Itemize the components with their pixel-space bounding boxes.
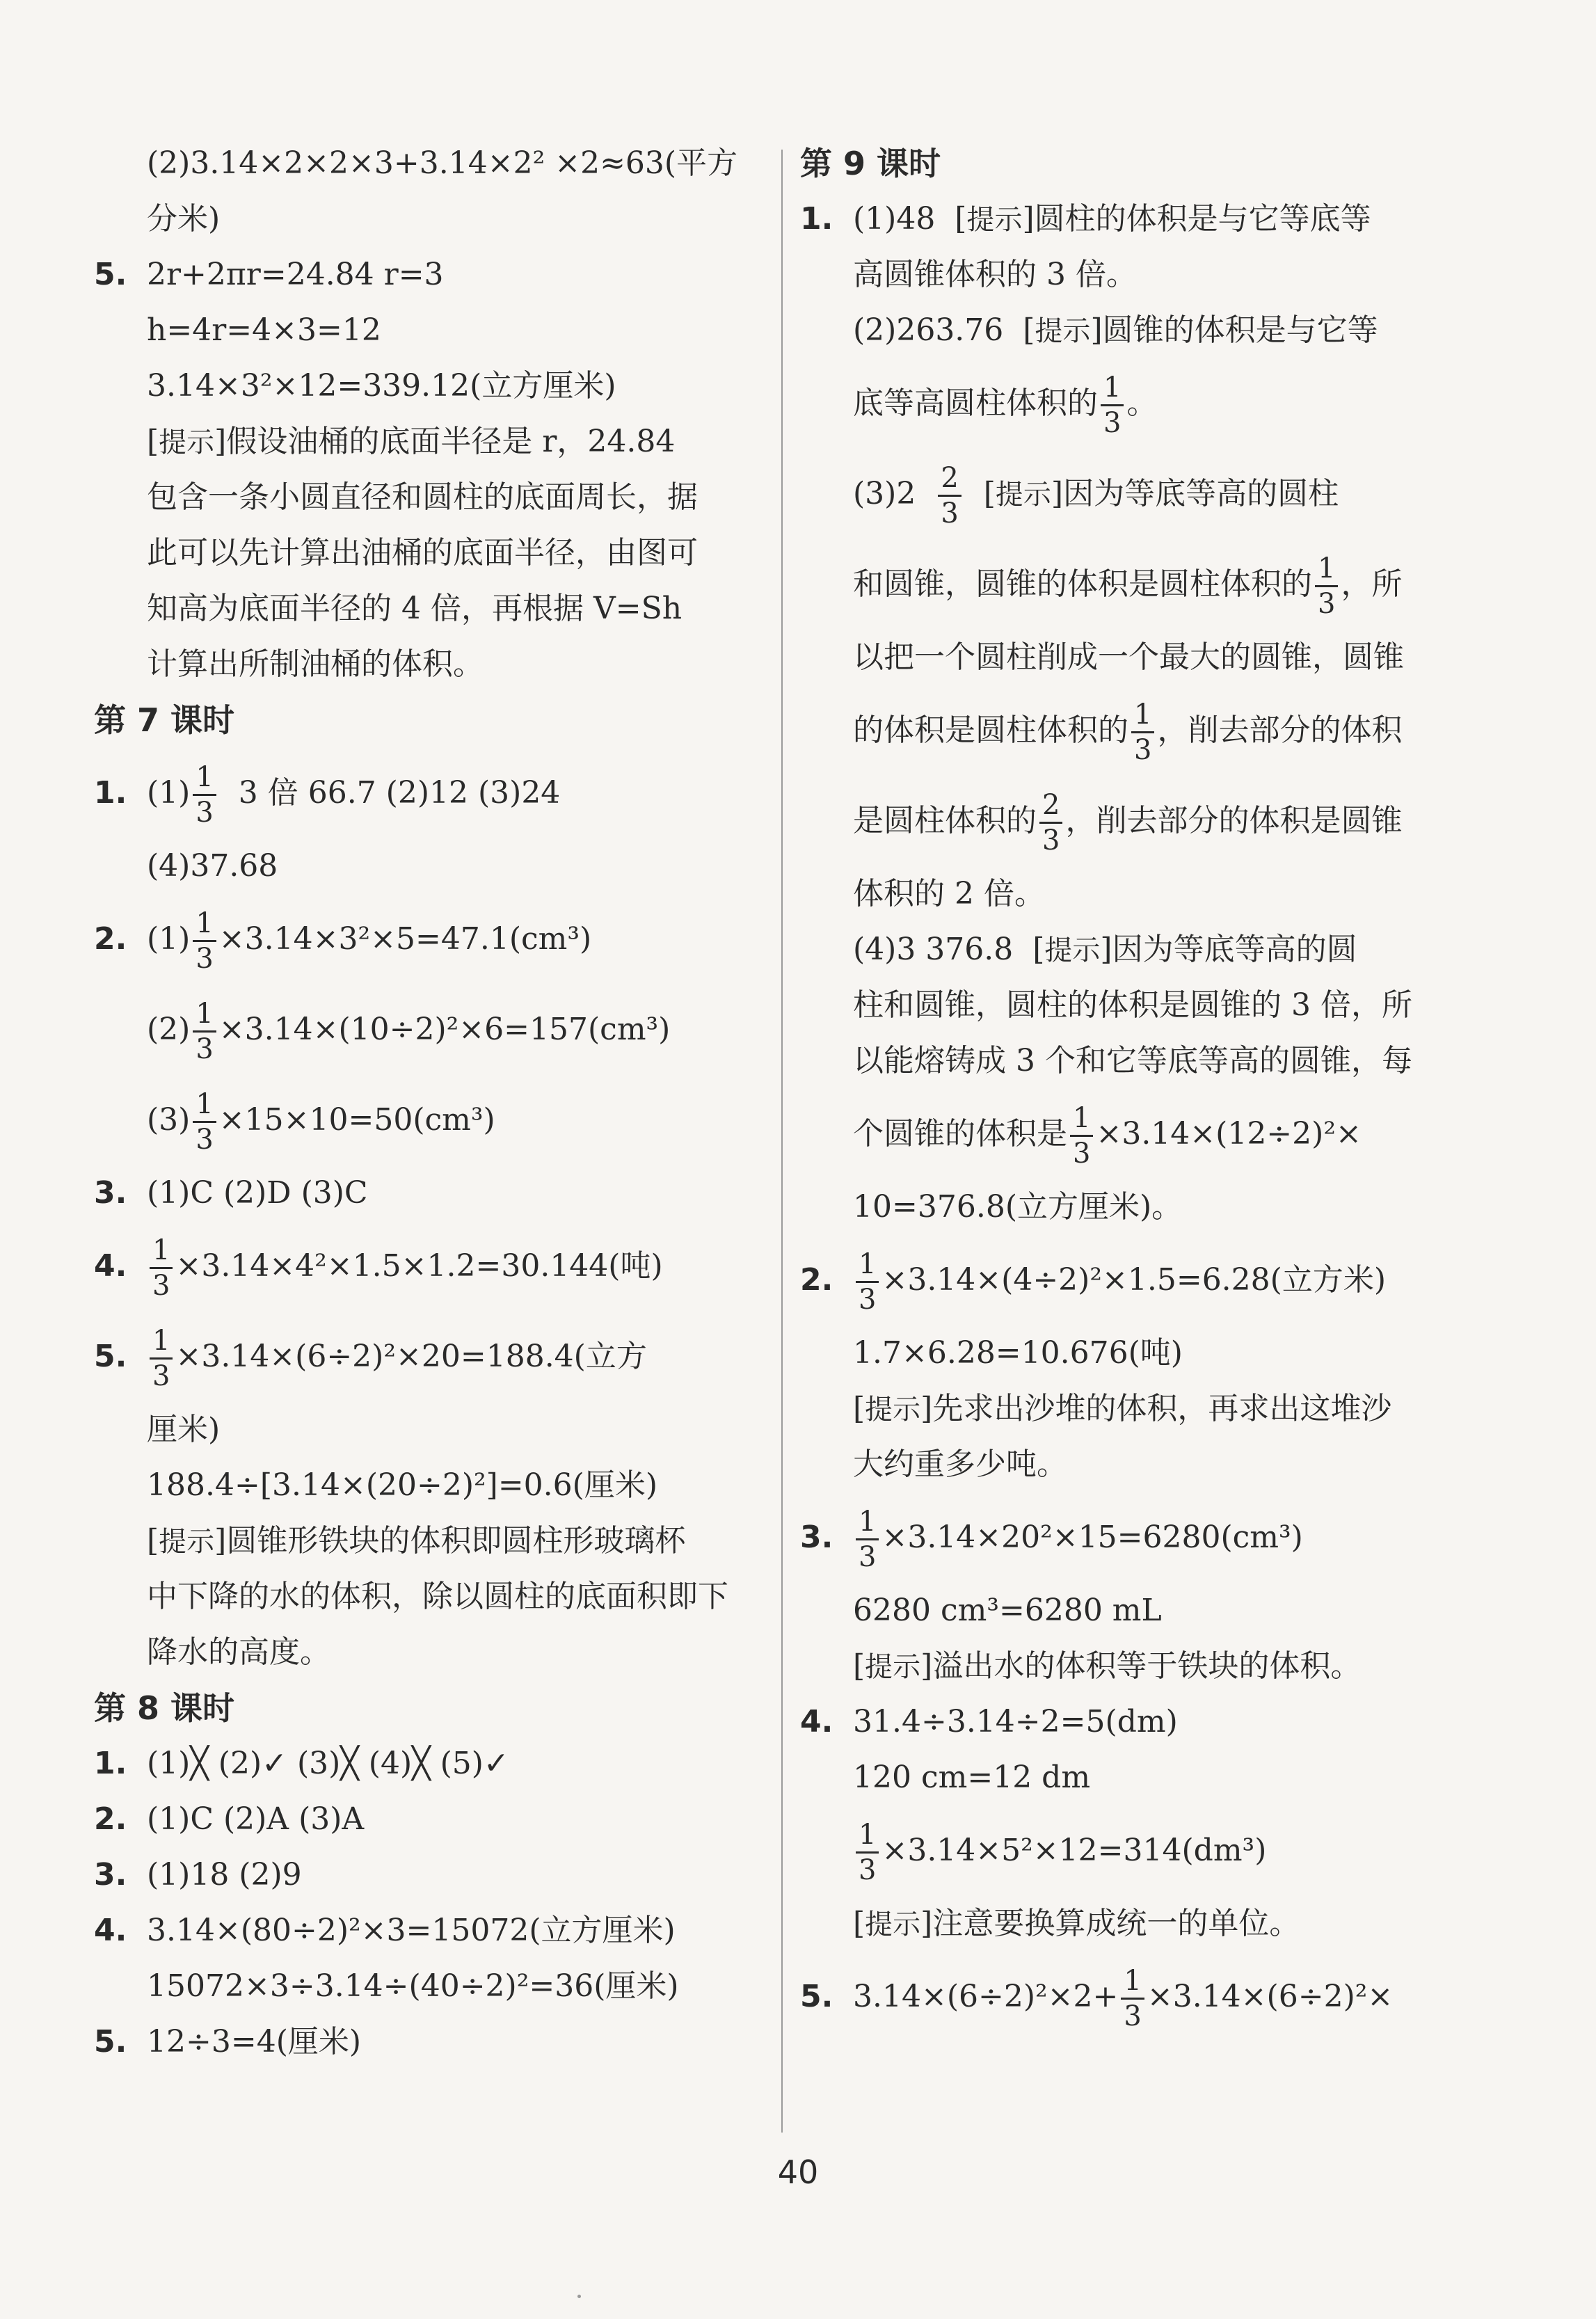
numerator: 1: [152, 1325, 170, 1357]
text-line: 分米): [147, 201, 221, 237]
left-column: [94, 136, 772, 2070]
numerator: 1: [859, 1819, 877, 1851]
text-part: 的体积是圆柱体积的: [853, 712, 1128, 748]
text-line: 15072×3÷3.14÷(40÷2)²=36(厘米): [147, 1968, 679, 2004]
tip-text: 圆柱的体积是与它等底等: [1034, 201, 1371, 237]
tip-label: 提示: [865, 1908, 921, 1941]
text-part: 31.4÷3.14÷2=5(dm): [853, 1704, 1178, 1739]
text-line: (2)3.14×2×2×3+3.14×2² ×2≈63(平方: [147, 145, 738, 181]
text-part: 3.14×(80÷2)²×3=15072(立方厘米): [147, 1913, 676, 1948]
tip-line: [提示]圆锥形铁块的体积即圆柱形玻璃杯: [147, 1523, 686, 1559]
question-number: 3.: [94, 1175, 127, 1211]
fraction: [193, 909, 216, 973]
fraction: [1121, 1967, 1144, 2030]
text-part: 底等高圆柱体积的: [853, 385, 1098, 421]
denominator: 3: [1070, 1135, 1093, 1168]
denominator: 3: [856, 1851, 879, 1884]
text-part: ×3.14×(6÷2)²×20=188.4(立方: [175, 1339, 647, 1374]
question-7-3: [94, 1165, 772, 1221]
tip-line: (4)3 376.8 [提示]因为等底等高的圆: [853, 932, 1357, 967]
text-part: (4)3 376.8: [853, 932, 1014, 967]
text-line: 120 cm=12 dm: [853, 1760, 1091, 1795]
text-part: (1)48: [853, 201, 936, 237]
tip-label: 提示: [865, 1651, 921, 1683]
denominator: 3: [1039, 822, 1062, 854]
formula-line: [800, 776, 1496, 866]
scan-speck: [577, 2295, 581, 2298]
question-number: 5.: [94, 257, 127, 292]
numerator: 1: [1124, 1965, 1142, 1997]
text-part: 和圆锥，圆锥的体积是圆柱体积的: [853, 566, 1312, 602]
page-number: 40: [777, 2153, 819, 2191]
text-part: (1): [147, 921, 191, 957]
tip-label: 提示: [159, 1526, 215, 1558]
numerator: 1: [152, 1234, 170, 1266]
fraction: [856, 1508, 879, 1571]
text-part: ，削去部分的体积是圆锥: [1065, 803, 1403, 838]
column-divider: [781, 150, 783, 2133]
denominator: 3: [856, 1281, 879, 1314]
denominator: 3: [938, 495, 961, 527]
text-line: 3.14×3²×12=339.12(立方厘米): [147, 368, 616, 404]
formula-line: [800, 685, 1496, 776]
tip-label: 提示: [995, 479, 1051, 511]
tip-label: 提示: [159, 427, 215, 459]
numerator: 1: [1073, 1102, 1091, 1134]
tip-label: 提示: [966, 204, 1023, 236]
fraction: [856, 1821, 879, 1884]
text-line: 包含一条小圆直径和圆柱的底面周长，据: [147, 479, 698, 515]
tip-line: [提示]溢出水的体积等于铁块的体积。: [853, 1648, 1362, 1684]
formula-line: [800, 539, 1496, 630]
tip-text: 因为等底等高的圆: [1112, 932, 1357, 967]
text-part: ，所: [1341, 566, 1403, 602]
right-column: [800, 136, 1496, 2042]
question-number: 3.: [800, 1520, 833, 1555]
text-part: ×3.14×(6÷2)²×: [1147, 1979, 1394, 2014]
text-line: 厘米): [147, 1412, 221, 1447]
text-line: 计算出所制油桶的体积。: [147, 646, 484, 682]
tip-line: (3)2 $\frac{2}{3}$ [提示]因为等底等高的圆柱: [853, 462, 1339, 529]
question-number: 1.: [94, 1746, 127, 1781]
numerator: 1: [1318, 552, 1336, 584]
text-line: 6280 cm³=6280 mL: [853, 1593, 1162, 1628]
fraction: [193, 1090, 216, 1154]
text-part: ×3.14×(10÷2)²×6=157(cm³): [218, 1012, 671, 1047]
numerator: 1: [859, 1506, 877, 1538]
section-heading-7: 第 7 课时: [94, 701, 235, 739]
text-line: 降水的高度。: [147, 1634, 330, 1670]
text-part: (2): [147, 1012, 191, 1047]
numerator: 1: [859, 1248, 877, 1280]
question-7-5: [94, 1312, 772, 1402]
question-number: 5.: [94, 1339, 127, 1374]
numerator: 1: [195, 1088, 214, 1120]
denominator: 3: [193, 1121, 216, 1154]
text-part: ×3.14×5²×12=314(dm³): [881, 1833, 1267, 1868]
text-part: ×3.14×(4÷2)²×1.5=6.28(立方米): [881, 1262, 1386, 1298]
text-line: 此可以先计算出油桶的底面半径，由图可: [147, 535, 698, 571]
text-part: 3.14×(6÷2)²×2+: [853, 1979, 1119, 2014]
text-part: (2)263.76: [853, 312, 1004, 348]
numerator: 1: [195, 998, 214, 1030]
formula-line: [94, 985, 772, 1075]
question-8-1: [94, 1736, 772, 1792]
section-heading-8: 第 8 课时: [94, 1689, 235, 1727]
question-8-2: [94, 1792, 772, 1847]
denominator: 3: [193, 1030, 216, 1063]
denominator: 3: [1101, 404, 1124, 437]
question-9-4: [800, 1694, 1496, 1750]
question-number: 1.: [94, 775, 127, 811]
question-5: [94, 247, 772, 303]
tip-label: 提示: [1035, 315, 1091, 347]
text-line: 10=376.8(立方厘米)。: [853, 1189, 1183, 1225]
text-part: (1): [147, 775, 191, 811]
text-line: 大约重多少吨。: [853, 1447, 1067, 1482]
text-part: (3)2: [853, 476, 916, 511]
tip-label: 提示: [1044, 934, 1101, 966]
question-number: 3.: [94, 1857, 127, 1892]
tip-text: 先求出沙堆的体积，再求出这堆沙: [932, 1391, 1392, 1426]
text-line: 柱和圆锥，圆柱的体积是圆锥的 3 倍，所: [853, 987, 1412, 1023]
question-number: 1.: [800, 201, 833, 237]
formula-line: [800, 1089, 1496, 1179]
text-line: 知高为底面半径的 4 倍，再根据 V=Sh: [147, 591, 683, 626]
fraction: [1131, 701, 1154, 764]
question-9-5: [800, 1952, 1496, 2042]
text-line: 1.7×6.28=10.676(吨): [853, 1335, 1183, 1371]
fraction: [150, 1327, 173, 1390]
denominator: 3: [193, 794, 216, 827]
denominator: 3: [1131, 731, 1154, 764]
fraction: [856, 1250, 879, 1314]
numerator: 1: [1103, 372, 1122, 404]
denominator: 3: [193, 940, 216, 973]
denominator: 3: [150, 1267, 173, 1300]
question-9-2: [800, 1235, 1496, 1325]
tip-text: 注意要换算成统一的单位。: [932, 1906, 1300, 1941]
question-7-2: [94, 894, 772, 985]
text-line: (4)37.68: [147, 848, 278, 884]
text-line: 高圆锥体积的 3 倍。: [853, 257, 1137, 292]
numerator: 1: [1134, 699, 1152, 731]
text-part: 3 倍 66.7 (2)12 (3)24: [238, 775, 561, 811]
question-number: 4.: [94, 1248, 127, 1284]
tip-line: [提示]先求出沙堆的体积，再求出这堆沙: [853, 1391, 1392, 1426]
question-number: 2.: [94, 1801, 127, 1837]
fraction: [1101, 374, 1124, 437]
tip-line: [提示]注意要换算成统一的单位。: [853, 1906, 1300, 1941]
text-part: (1)C (2)D (3)C: [147, 1175, 368, 1211]
text-part: (1)18 (2)9: [147, 1857, 302, 1892]
denominator: 3: [150, 1357, 173, 1390]
fraction: [1070, 1104, 1093, 1168]
tip-text: 圆锥的体积是与它等: [1102, 312, 1378, 348]
question-7-1: [94, 748, 772, 838]
text-part: 。: [1126, 385, 1158, 421]
question-9-3: [800, 1492, 1496, 1583]
text-part: ×15×10=50(cm³): [218, 1102, 495, 1138]
tip-text: 圆锥形铁块的体积即圆柱形玻璃杯: [226, 1523, 686, 1559]
question-number: 2.: [800, 1262, 833, 1298]
text-part: (3): [147, 1102, 191, 1138]
question-8-3: [94, 1847, 772, 1903]
numerator: 1: [195, 907, 214, 939]
question-number: 2.: [94, 921, 127, 957]
question-8-5: [94, 2014, 772, 2070]
text-part: ，削去部分的体积: [1157, 712, 1403, 748]
text-line: 中下降的水的体积，除以圆柱的底面积即下: [147, 1579, 728, 1614]
text-line: h=4r=4×3=12: [147, 312, 381, 348]
numerator: 2: [941, 462, 959, 494]
question-9-1: 1. (1)48 [提示]圆柱的体积是与它等底等: [800, 191, 1496, 247]
formula-line: [800, 1806, 1496, 1896]
text-part: ×3.14×4²×1.5×1.2=30.144(吨): [175, 1248, 663, 1284]
denominator: 3: [1121, 1998, 1144, 2030]
text-part: 是圆柱体积的: [853, 803, 1037, 838]
formula-line: [94, 1075, 772, 1165]
text-part: (1)╳ (2)✓ (3)╳ (4)╳ (5)✓: [147, 1746, 509, 1781]
fraction: [193, 1000, 216, 1063]
fraction: [1315, 552, 1338, 620]
fraction: [150, 1236, 173, 1300]
numerator: 2: [1042, 789, 1060, 821]
text-part: ×3.14×3²×5=47.1(cm³): [218, 921, 592, 957]
text-part: (1)C (2)A (3)A: [147, 1801, 365, 1837]
text-line: 2r+2πr=24.84 r=3: [147, 257, 444, 292]
question-7-4: [94, 1221, 772, 1312]
text-line: 188.4÷[3.14×(20÷2)²]=0.6(厘米): [147, 1467, 657, 1503]
numerator: 1: [195, 761, 214, 793]
text-part: 12÷3=4(厘米): [147, 2024, 362, 2059]
text-line: 以能熔铸成 3 个和它等底等高的圆锥，每: [853, 1043, 1412, 1078]
question-number: 5.: [94, 2024, 127, 2059]
tip-label: 提示: [865, 1394, 921, 1426]
text-part: ×3.14×20²×15=6280(cm³): [881, 1520, 1303, 1555]
formula-line: [800, 358, 1496, 449]
denominator: 3: [856, 1538, 879, 1571]
text-part: 个圆锥的体积是: [853, 1116, 1067, 1151]
denominator: 3: [1315, 585, 1338, 618]
question-number: 4.: [94, 1913, 127, 1948]
tip-text: 假设油桶的底面半径是 r，24.84: [226, 424, 676, 459]
tip-line: (2)263.76 [提示]圆锥的体积是与它等: [853, 312, 1378, 348]
question-8-4: [94, 1903, 772, 1959]
fraction: [1039, 791, 1062, 854]
text-line: 以把一个圆柱削成一个最大的圆锥，圆锥: [853, 639, 1404, 675]
fraction: [193, 763, 216, 827]
section-heading-9: 第 9 课时: [800, 145, 941, 182]
tip-line: [提示]假设油桶的底面半径是 r，24.84: [147, 424, 676, 459]
text-line: 体积的 2 倍。: [853, 876, 1045, 911]
fraction: [938, 464, 961, 527]
question-number: 4.: [800, 1704, 833, 1739]
question-number: 5.: [800, 1979, 833, 2014]
tip-text: 溢出水的体积等于铁块的体积。: [932, 1648, 1362, 1684]
text-part: ×3.14×(12÷2)²×: [1096, 1116, 1362, 1151]
tip-text: 因为等底等高的圆柱: [1063, 476, 1339, 511]
